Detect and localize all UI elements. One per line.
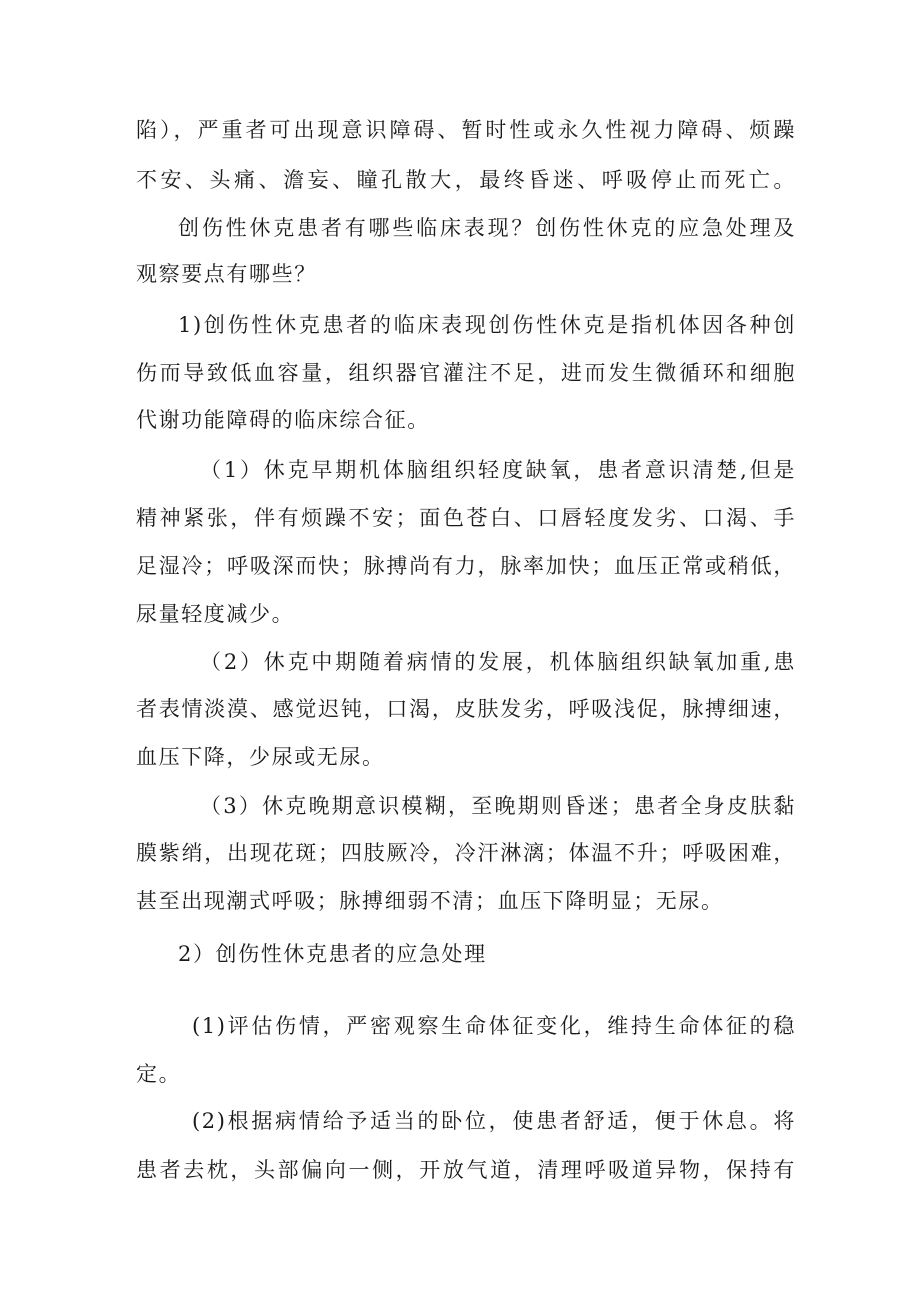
text-line: 尿量轻度减少。 [136,602,295,626]
text-line: 精神紧张，伴有烦躁不安；面色苍白、口唇轻度发劣、口渴、手 [136,506,796,530]
text-line: 甚至出现潮式呼吸；脉搏细弱不清；血压下降明显；无尿。 [136,889,724,913]
text-line: 创伤性休克患者有哪些临床表现？创伤性休克的应急处理及 [178,216,796,240]
text-line: 不安、头痛、澹妄、瞳孔散大，最终昏迷、呼吸停止而死亡。 [136,168,796,192]
text-line: 血压下降，少尿或无尿。 [136,745,385,769]
text-line: 者表情淡漠、感觉迟钝，口渴，皮肤发劣，呼吸浅促，脉搏细速， [136,697,796,721]
text-line: （1）休克早期机体脑组织轻度缺氧，患者意识清楚,但是 [200,458,796,482]
text-line: （2）休克中期随着病情的发展，机体脑组织缺氧加重,患 [200,650,796,674]
text-line: 观察要点有哪些？ [136,262,317,286]
text-line: (2)根据病情给予适当的卧位，使患者舒适，便于休息。将 [192,1109,796,1133]
text-line: (1)评估伤情，严密观察生命体征变化，维持生命体征的稳 [192,1014,796,1038]
text-line: 患者去枕，头部偏向一侧，开放气道，清理呼吸道异物，保持有 [136,1158,796,1182]
text-line: 1)创伤性休克患者的临床表现创伤性休克是指机体因各种创 [178,313,796,337]
text-line: 膜紫绡，出现花斑；四肢厥冷，冷汗淋漓；体温不升；呼吸困难， [136,841,796,865]
text-line: 2）创伤性休克患者的应急处理 [178,942,487,966]
text-line: （3）休克晚期意识模糊，至晚期则昏迷；患者全身皮肤黏 [200,794,796,818]
text-line: 足湿冷；呼吸深而快；脉搏尚有力，脉率加快；血压正常或稍低， [136,554,796,578]
text-line: 代谢功能障碍的临床综合征。 [136,408,430,432]
text-line: 定。 [136,1062,182,1086]
text-line: 陷），严重者可出现意识障碍、暂时性或永久性视力障碍、烦躁 [136,118,796,142]
text-line: 伤而导致低血容量，组织器官灌注不足，进而发生微循环和细胞 [136,361,796,385]
